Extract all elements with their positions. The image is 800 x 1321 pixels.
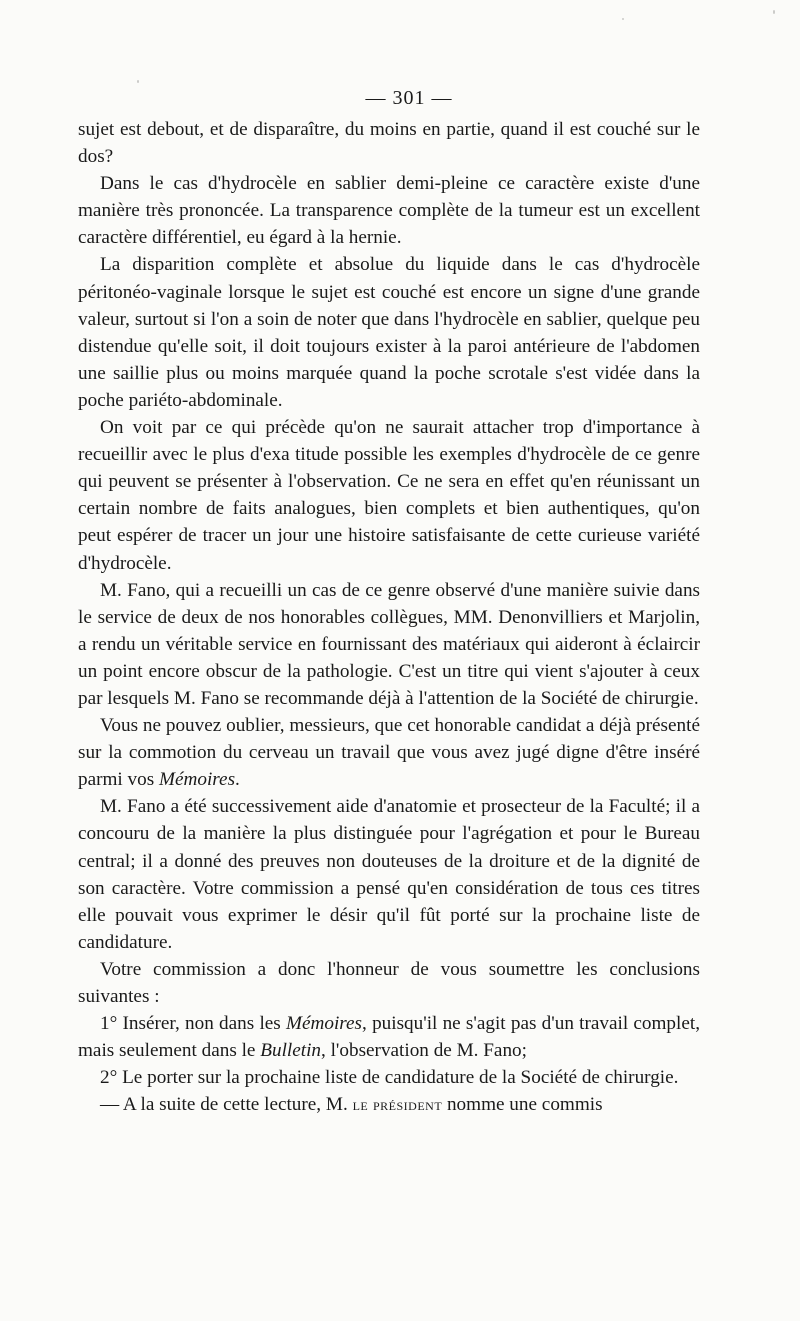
text-run: nomme une commis [442, 1094, 603, 1116]
body-text [78, 116, 700, 1118]
text-run: . [235, 769, 240, 791]
text-run: sujet est debout, et de disparaître, du moins en partie, quand il est couché sur le dos? [78, 119, 700, 168]
paragraph [78, 1091, 700, 1118]
paragraph [78, 116, 700, 170]
document-page [78, 84, 700, 1118]
text-run: M. Fano, qui a recueilli un cas de ce genre observé d'une manière suivie dans le service de deux de nos honorables collègues, MM. Denonvilliers et Marjolin, a rendu un véritable service en fournissant des matériaux qui aideront à éclaircir un point encore obscur de la pathologie. C'est un titre qui vient s'ajouter à ceux par lesquels M. Fano se recommande déjà à l'attention de la Société de chirurgie. [78, 579, 700, 709]
text-run: M. Fano a été successivement aide d'anatomie et prosecteur de la Faculté; il a concouru de la manière la plus distinguée pour l'agrégation et pour le Bureau central; il a donné des preuves non douteuses de la droiture et de la dignité de son caractère. Votre commission a pensé qu'en considération de tous ces titres elle pouvait vous exprimer le désir qu'il fût porté sur la prochaine liste de candidature. [78, 796, 700, 953]
italic-title: Bulletin [260, 1040, 321, 1062]
page-number: — 301 — [365, 87, 453, 109]
text-run: Votre commission a donc l'honneur de vous soumettre les conclusions suivantes : [78, 958, 700, 1007]
paragraph [78, 251, 700, 414]
paragraph [78, 1064, 700, 1091]
paragraph [78, 956, 700, 1010]
text-run: On voit par ce qui précède qu'on ne saurait attacher trop d'importance à recueillir avec le plus d'exa titude possible les exemples d'hydrocèle de ce genre qui peuvent se présenter à l'observation. Ce ne sera en effet qu'en réunissant un certain nombre de faits analogues, bien complets et bien authentiques, qu'on peut espérer de tracer un jour une histoire satisfaisante de cette curieuse variété d'hydrocèle. [78, 417, 700, 574]
text-run: Vous ne pouvez oublier, messieurs, que cet honorable candidat a déjà présenté sur la commotion du cerveau un travail que vous avez jugé digne d'être inséré parmi vos [78, 715, 700, 791]
text-run: — A la suite de cette lecture, M. [100, 1094, 353, 1116]
scan-speck [137, 80, 139, 83]
italic-title: Mémoires [286, 1013, 363, 1035]
italic-title: Mémoires [159, 769, 236, 791]
paragraph [78, 577, 700, 712]
paragraph [78, 793, 700, 956]
text-run: , l'observation de M. Fano; [321, 1040, 527, 1062]
scan-speck [622, 18, 624, 20]
text-run: 1° Insérer, non dans les [100, 1013, 286, 1035]
text-run: Dans le cas d'hydrocèle en sablier demi-pleine ce caractère existe d'une manière très prononcée. La transparence complète de la tumeur est un excellent caractère différentiel, eu égard à la hernie. [78, 173, 700, 249]
paragraph [78, 712, 700, 793]
paragraph [78, 1010, 700, 1064]
scan-speck [773, 10, 775, 14]
paragraph [78, 414, 700, 577]
text-run: La disparition complète et absolue du liquide dans le cas d'hydrocèle péritonéo-vaginale lorsque le sujet est couché est encore un signe d'une grande valeur, surtout si l'on a soin de noter que dans l'hydrocèle en sablier, quelque peu distendue qu'elle soit, il doit toujours exister à la paroi antérieure de l'abdomen une saillie plus ou moins marquée quand la poche scrotale s'est vidée dans la poche pariéto-abdominale. [78, 254, 700, 411]
small-caps-text: le président [352, 1095, 443, 1115]
paragraph [78, 170, 700, 251]
text-run: 2° Le porter sur la prochaine liste de candidature de la Société de chirurgie. [100, 1067, 679, 1089]
text-run: , puisqu'il ne s'agit pas d'un travail complet, mais seulement dans le [78, 1013, 700, 1062]
